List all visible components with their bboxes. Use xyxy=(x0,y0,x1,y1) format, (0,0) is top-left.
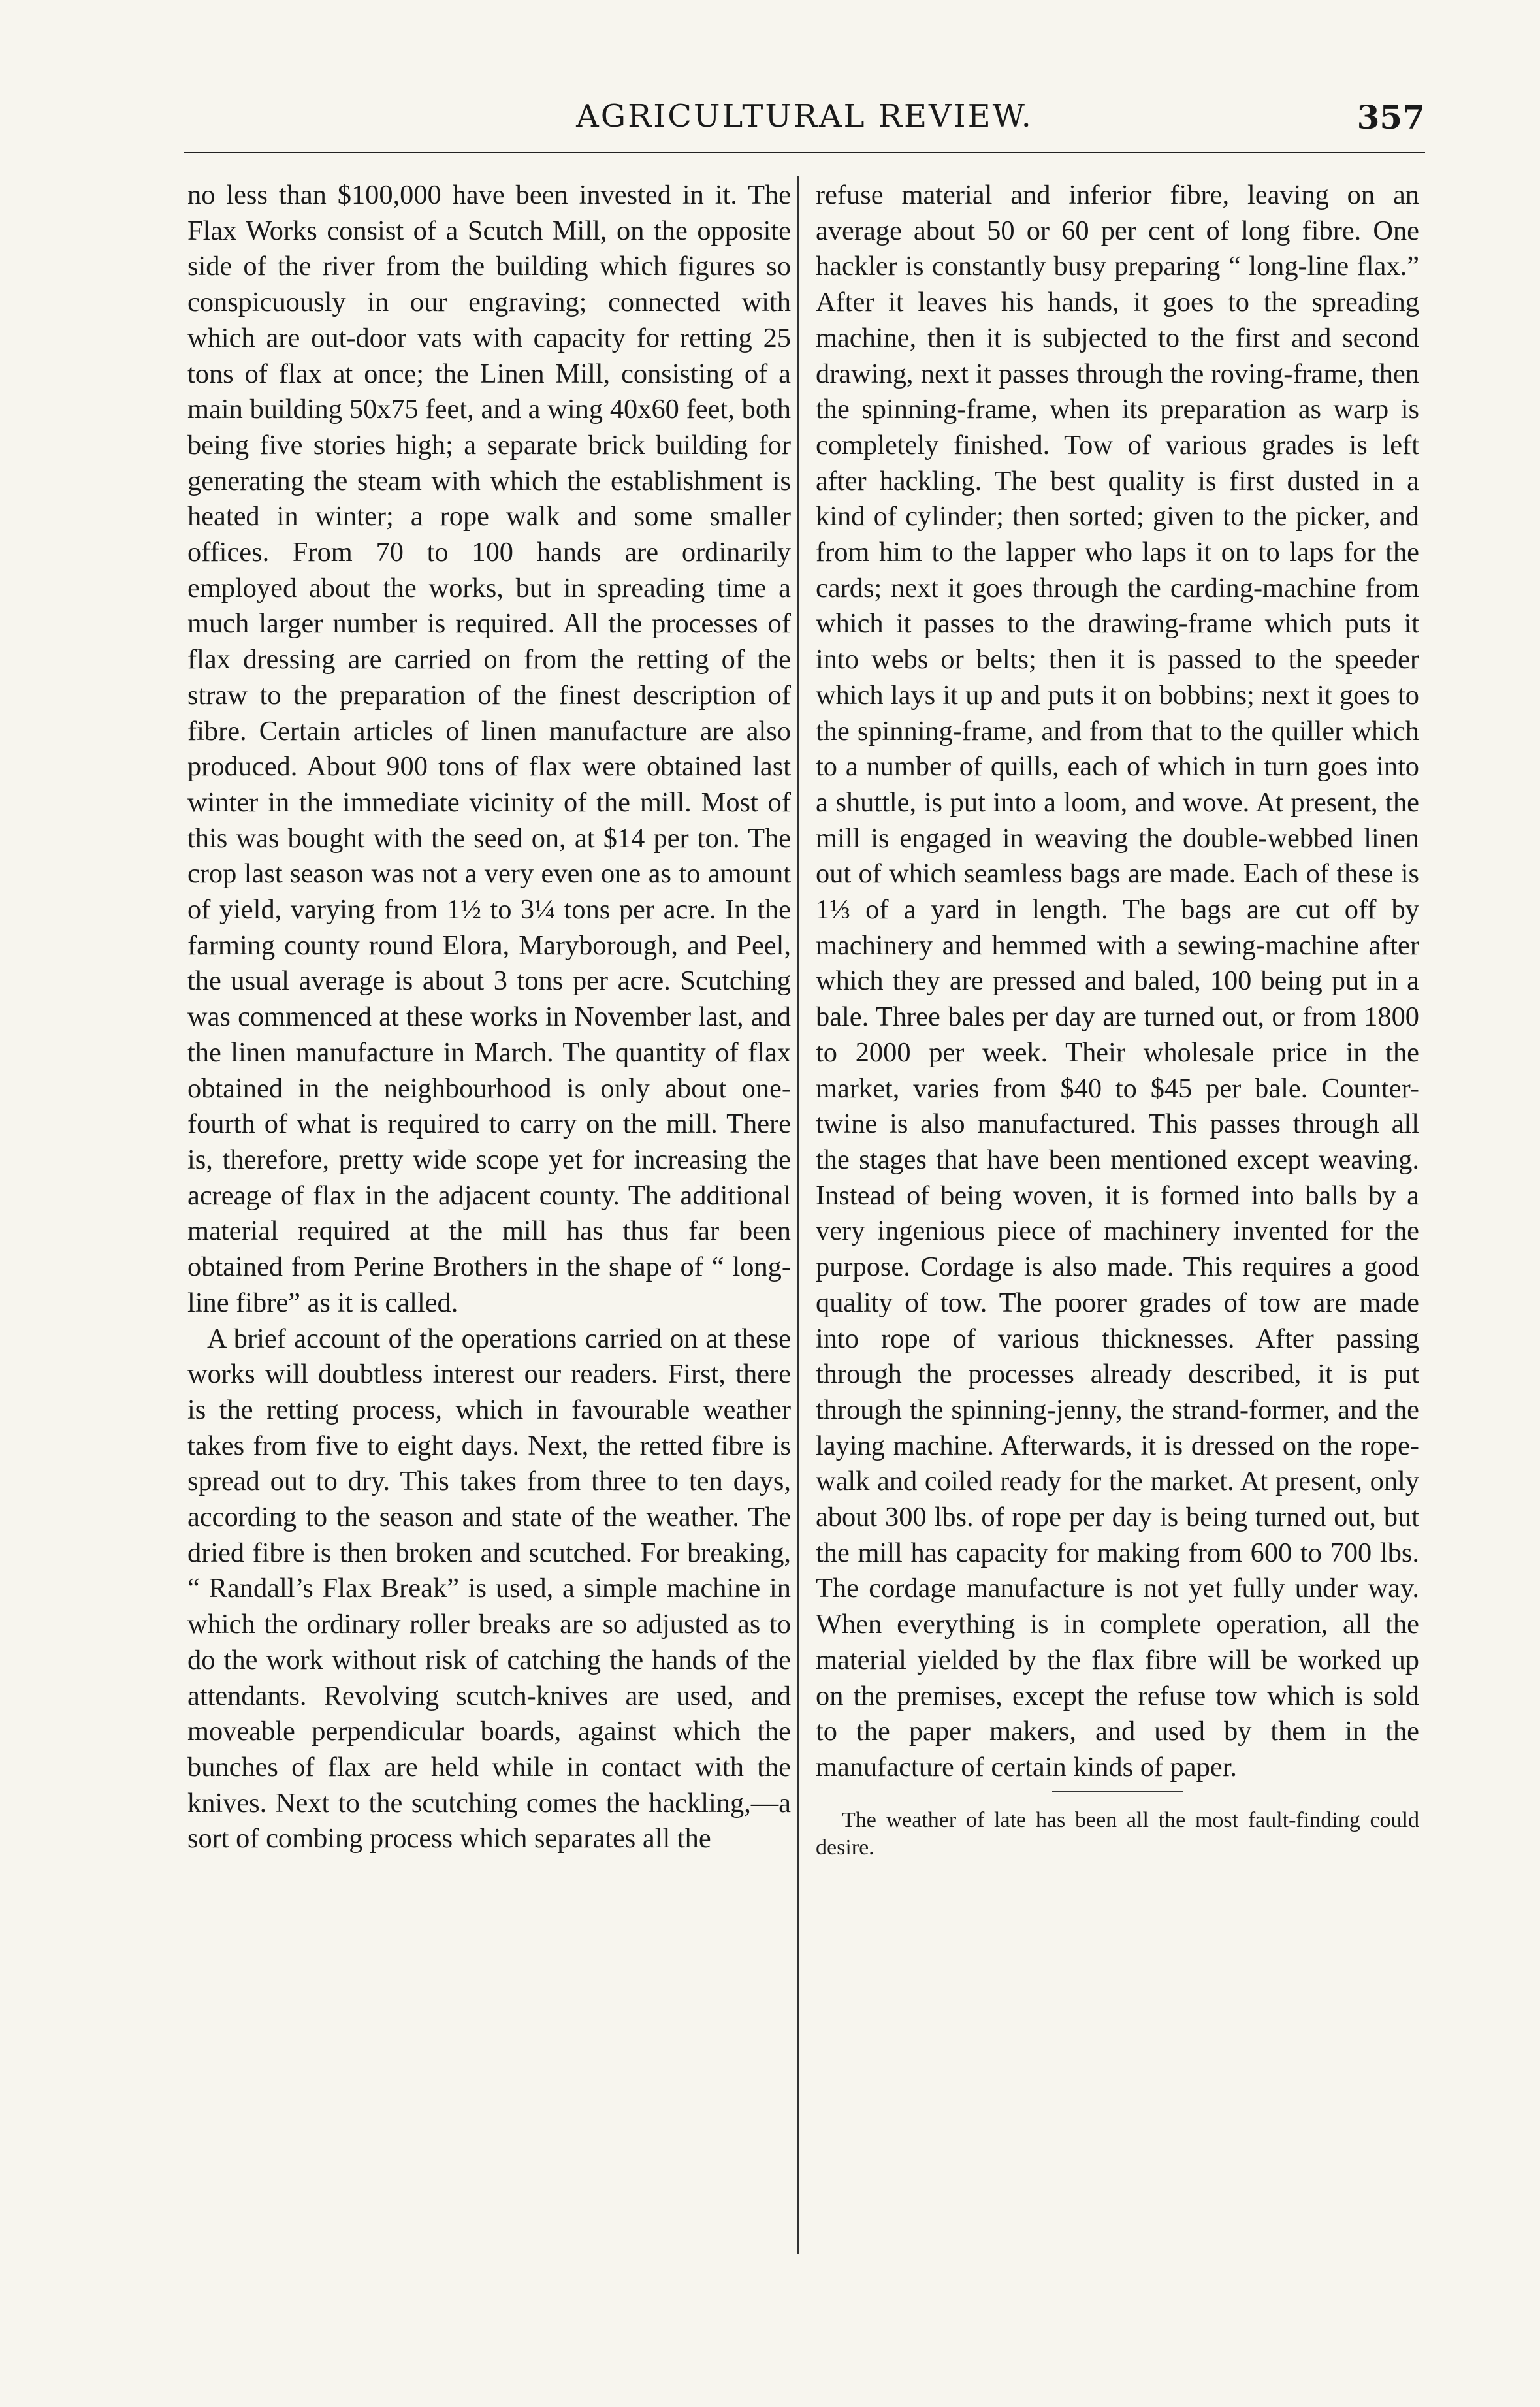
section-rule xyxy=(1052,1791,1183,1792)
running-title: AGRICULTURAL REVIEW. xyxy=(576,98,1033,135)
header-rule xyxy=(184,152,1425,153)
closing-note: The weather of late has been all the most fault-finding could desire. xyxy=(816,1807,1419,1860)
page-number: 357 xyxy=(1356,98,1425,137)
body-paragraph: refuse material and inferior fibre, leaving on an average about 50 or 60 per cent of long fibre. One hackler is constantly busy preparing “ long-line flax.” After it leaves his hands, it goes to the spreading machine, then it is subjected to the first and second drawing, next it passes through the roving-frame, then the spinning-frame, when its preparation as warp is completely finished. Tow of various grades is left after hackling. The best quality is first dusted in a kind of cylinder; then sorted; given to the picker, and from him to the lapper who laps it on to laps for the cards; next it goes through the carding-machine from which it passes to the drawing-frame which puts it into webs or belts; then it is passed to the speeder which lays it up and puts it on bobbins; next it goes to the spinning-frame, and from that to the quiller which to a number of quills, each of which in turn goes into a shuttle, is put into a loom, and wove. At present, the mill is engaged in weaving the double-webbed linen out of which seamless bags are made. Each of these is 1⅓ of a yard in length. The bags are cut off by machinery and hemmed with a sewing-machine after which they are pressed and baled, 100 being put in a bale. Three bales per day are turned out, or from 1800 to 2000 per week. Their wholesale price in the market, varies from $40 to $45 per bale. Counter-twine is also manufactured. This passes through all the stages that have been mentioned except weaving. Instead of being woven, it is formed into balls by a very ingenious piece of machinery invented for the purpose. Cordage is also made. This requires a good quality of tow. The poorer grades of tow are made into rope of various thicknesses. After passing through the processes already described, it is put through the spinning-jenny, the strand-former, and the laying machine. Afterwards, it is dressed on the rope-walk and coiled ready for the market. At present, only about 300 lbs. of rope per day is being turned out, but the mill has capacity for making from 600 to 700 lbs. The cordage manufacture is not yet fully under way. When everything is in complete operation, all the material yielded by the flax fibre will be worked up on the premises, except the refuse tow which is sold to the paper makers, and used by them in the manufacture of certain kinds of paper. xyxy=(816,180,1419,1783)
body-paragraph: A brief account of the operations carried on at these works will doubtless interest our readers. First, there is the retting process, which in favourable weather takes from five to eight days. Next, the retted fibre is spread out to dry. This takes from three to ten days, according to the season and state of the weather. The dried fibre is then broken and scutched. For breaking, “ Randall’s Flax Break” is used, a simple machine in which the ordinary roller breaks are so adjusted as to do the work without risk of catching the hands of the attendants. Revolving scutch-knives are used, and moveable perpendicular boards, against which the bunches of flax are held while in contact with the knives. Next to the scutching comes the hackling,—a sort of combing process which separates all the xyxy=(187,1323,791,1854)
right-column xyxy=(816,178,1419,1862)
page-header xyxy=(184,98,1425,144)
column-divider xyxy=(797,176,799,2254)
left-column xyxy=(187,178,791,1857)
body-paragraph: no less than $100,000 have been invested in it. The Flax Works consist of a Scutch Mill, on the opposite side of the river from the building which figures so conspicuously in our engraving; connected with which are out-door vats with capacity for retting 25 tons of flax at once; the Linen Mill, consisting of a main building 50x75 feet, and a wing 40x60 feet, both being five stories high; a separate brick building for generating the steam with which the establishment is heated in winter; a rope walk and some smaller offices. From 70 to 100 hands are ordinarily employed about the works, but in spreading time a much larger number is required. All the processes of flax dressing are carried on from the retting of the straw to the preparation of the finest description of fibre. Certain articles of linen manufacture are also produced. About 900 tons of flax were obtained last winter in the immediate vicinity of the mill. Most of this was bought with the seed on, at $14 per ton. The crop last season was not a very even one as to amount of yield, varying from 1½ to 3¼ tons per acre. In the farming county round Elora, Maryborough, and Peel, the usual average is about 3 tons per acre. Scutching was commenced at these works in November last, and the linen manufacture in March. The quantity of flax obtained in the neighbourhood is only about one-fourth of what is required to carry on the mill. There is, therefore, pretty wide scope yet for increasing the acreage of flax in the adjacent county. The additional material required at the mill has thus far been obtained from Perine Brothers in the shape of “ long-line fibre” as it is called. xyxy=(187,180,791,1318)
